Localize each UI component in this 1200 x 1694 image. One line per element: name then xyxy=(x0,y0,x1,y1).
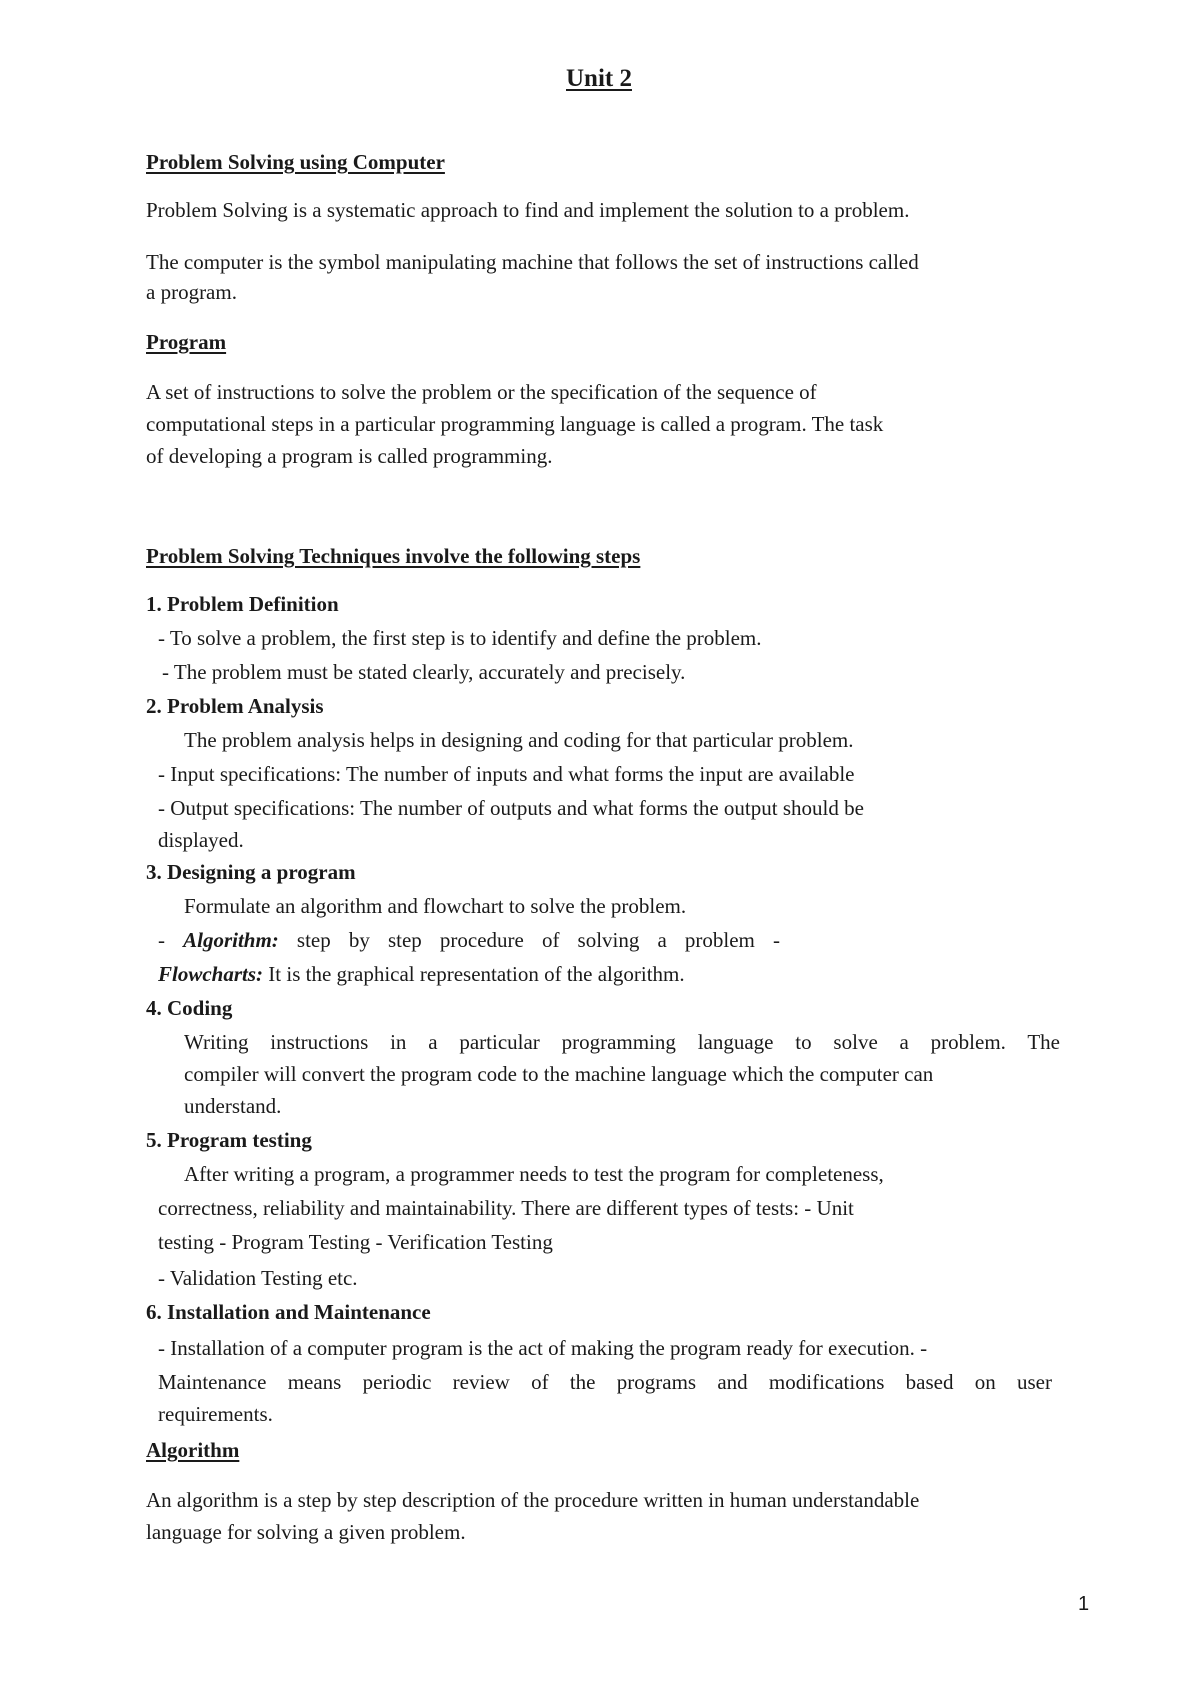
unit-title: Unit 2 xyxy=(566,65,632,92)
step-4-title: 4. Coding xyxy=(146,996,233,1020)
step-2-title: 2. Problem Analysis xyxy=(146,694,324,718)
section-heading-algorithm: Algorithm xyxy=(146,1438,240,1462)
section-heading-problem-solving: Problem Solving using Computer xyxy=(146,150,445,174)
step-6-title: 6. Installation and Maintenance xyxy=(146,1300,431,1324)
step-2-line-3: - Output specifications: The number of outputs and what forms the output should be xyxy=(158,796,864,820)
step-6-line-1: - Installation of a computer program is the act of making the program ready for execution. - xyxy=(158,1336,928,1360)
section-heading-techniques: Problem Solving Techniques involve the following steps xyxy=(146,544,641,568)
algorithm-line-2: language for solving a given problem. xyxy=(146,1520,466,1544)
step-4-line-1: Writing instructions in a particular programming language to solve a problem. The xyxy=(184,1030,1060,1054)
step-5-line-3: testing - Program Testing - Verification Testing xyxy=(158,1230,553,1254)
step-1-title: 1. Problem Definition xyxy=(146,592,339,616)
paragraph-computer-line-1: The computer is the symbol manipulating machine that follows the set of instructions called xyxy=(146,250,919,274)
step-2-line-4: displayed. xyxy=(158,828,244,852)
flowcharts-term: Flowcharts: xyxy=(158,962,264,986)
step-5-line-4: - Validation Testing etc. xyxy=(158,1266,358,1290)
page-number: 1 xyxy=(1078,1593,1090,1615)
algorithm-term: Algorithm: xyxy=(183,928,279,952)
step-5-line-1: After writing a program, a programmer needs to test the program for completeness, xyxy=(184,1162,884,1186)
paragraph-problem-solving-definition: Problem Solving is a systematic approach to find and implement the solution to a problem. xyxy=(146,198,910,222)
step-3-flowcharts-line xyxy=(158,962,685,987)
step-2-line-2: - Input specifications: The number of inputs and what forms the input are available xyxy=(158,762,855,786)
step-1-line-2: - The problem must be stated clearly, accurately and precisely. xyxy=(162,660,686,684)
step-2-line-1: The problem analysis helps in designing and coding for that particular problem. xyxy=(184,728,854,752)
program-line-1: A set of instructions to solve the problem or the specification of the sequence of xyxy=(146,380,817,404)
section-heading-program: Program xyxy=(146,330,227,354)
step-6-line-2: Maintenance means periodic review of the programs and modifications based on user xyxy=(158,1370,1052,1394)
step-5-title: 5. Program testing xyxy=(146,1128,312,1152)
step-3-line-1: Formulate an algorithm and flowchart to solve the problem. xyxy=(184,894,687,918)
flowcharts-description: It is the graphical representation of the algorithm. xyxy=(268,962,685,986)
step-1-line-1: - To solve a problem, the first step is to identify and define the problem. xyxy=(158,626,762,650)
step-6-line-3: requirements. xyxy=(158,1402,273,1426)
step-4-line-3: understand. xyxy=(184,1094,282,1118)
step-3-algorithm-line xyxy=(158,928,780,953)
step-5-line-2: correctness, reliability and maintainability. There are different types of tests: - Unit xyxy=(158,1196,854,1220)
step-3-dash: - xyxy=(158,928,165,952)
algorithm-line-1: An algorithm is a step by step description of the procedure written in human understandable xyxy=(146,1488,920,1512)
step-4-line-2: compiler will convert the program code to the machine language which the computer can xyxy=(184,1062,934,1086)
paragraph-computer-line-2: a program. xyxy=(146,280,237,304)
step-3-title: 3. Designing a program xyxy=(146,860,356,884)
algorithm-description: step by step procedure of solving a problem - xyxy=(296,928,780,952)
program-line-2: computational steps in a particular programming language is called a program. The task xyxy=(146,412,884,436)
program-line-3: of developing a program is called programming. xyxy=(146,444,553,468)
